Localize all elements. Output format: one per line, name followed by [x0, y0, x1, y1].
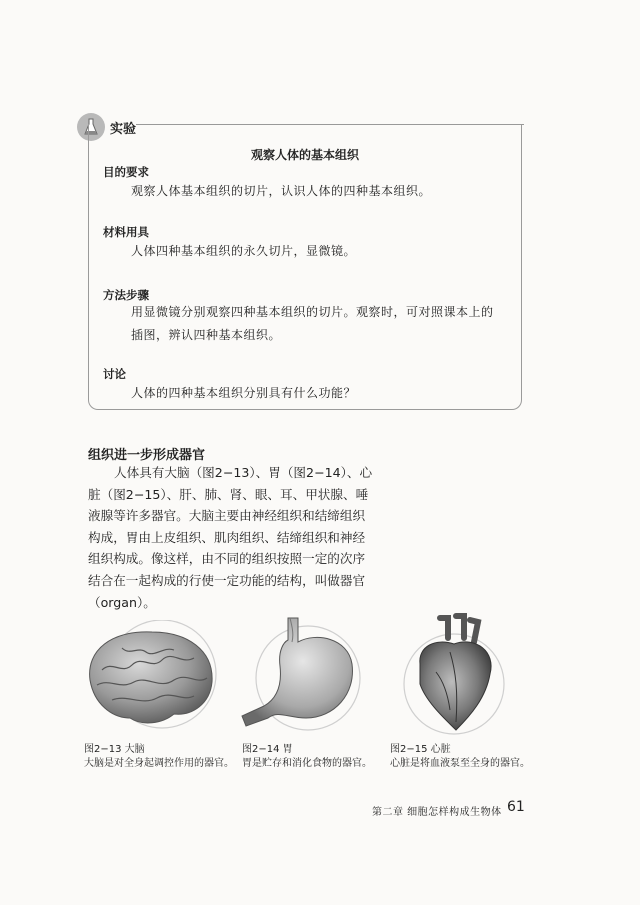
figure-caption: 胃是贮存和消化食物的器官。 [242, 758, 372, 769]
section-paragraph [88, 462, 376, 613]
figure-number: 图2−14 [242, 744, 280, 755]
heading-discussion: 讨论 [103, 367, 126, 381]
section-title: 组织进一步形成器官 [88, 448, 206, 463]
paragraph-line: （organ）。 [88, 594, 156, 610]
paragraph-line: 构成，胃由上皮组织、肌肉组织、结缔组织和神经 [88, 529, 366, 545]
heading-materials: 材料用具 [103, 225, 149, 239]
paragraph-line: 组织构成。像这样，由不同的组织按照一定的次序 [88, 551, 366, 567]
experiment-label: 实验 [110, 122, 137, 137]
figure-caption: 大脑是对全身起调控作用的器官。 [84, 758, 234, 769]
page-number: 61 [507, 799, 525, 815]
experiment-title: 观察人体的基本组织 [250, 148, 359, 162]
stomach-figure [236, 614, 366, 736]
text-discussion: 人体的四种基本组织分别具有什么功能？ [131, 386, 357, 400]
text-materials: 人体四种基本组织的永久切片，显微镜。 [131, 244, 357, 258]
heart-figure [400, 612, 510, 736]
figure-name: 胃 [282, 744, 293, 755]
text-method-line2: 插图，辨认四种基本组织。 [131, 328, 282, 342]
paragraph-line: 人体具有大脑（图2−13）、胃（图2−14）、心 [114, 465, 373, 480]
heading-method: 方法步骤 [103, 288, 149, 302]
paragraph-line: 结合在一起构成的行使一定功能的结构，叫做器官 [88, 572, 366, 588]
figure-number: 图2−15 [390, 744, 428, 755]
chapter-footer: 第二章 细胞怎样构成生物体 [372, 807, 502, 818]
text-purpose: 观察人体基本组织的切片，认识人体的四种基本组织。 [131, 184, 432, 198]
figure-caption: 心脏是将血液泵至全身的器官。 [390, 758, 530, 769]
figure-number: 图2−13 [84, 744, 122, 755]
paragraph-line: 脏（图2−15）、肝、肺、肾、眼、耳、甲状腺、唾 [88, 486, 369, 502]
text-method-line1: 用显微镜分别观察四种基本组织的切片。观察时，可对照课本上的 [131, 305, 494, 319]
brain-figure [82, 620, 222, 732]
heading-purpose: 目的要求 [103, 165, 149, 179]
figure-name: 心脏 [430, 744, 451, 755]
paragraph-line: 液腺等许多器官。大脑主要由神经组织和结缔组织 [88, 508, 366, 524]
figure-name: 大脑 [124, 744, 145, 755]
experiment-box [88, 124, 522, 410]
